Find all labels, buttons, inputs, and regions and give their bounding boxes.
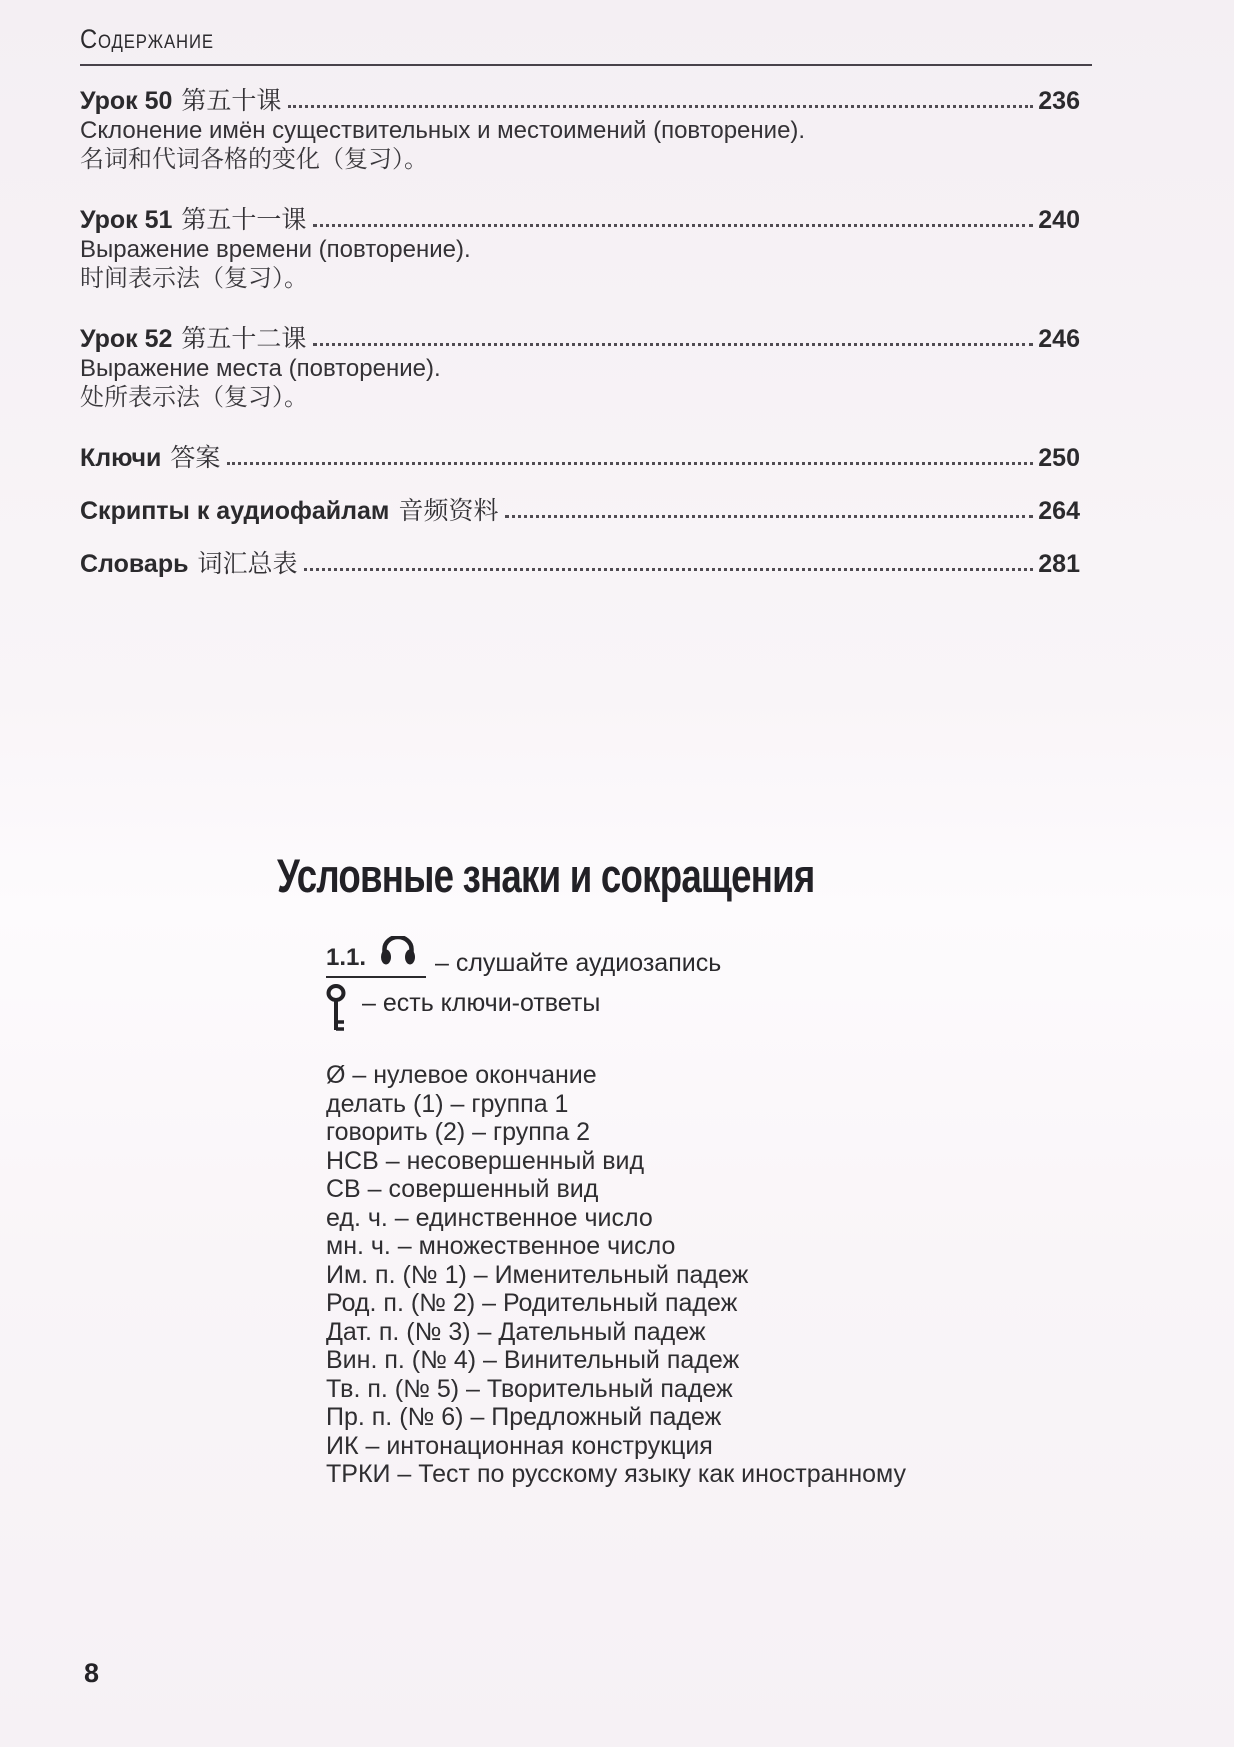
toc-entry-title: Словарь bbox=[80, 550, 189, 578]
dot-leader bbox=[505, 515, 1033, 518]
abbreviation-item: говорить (2) – группа 2 bbox=[326, 1118, 591, 1146]
toc-entry-lesson-52 bbox=[80, 324, 1080, 412]
abbreviation-item: мн. ч. – множественное число bbox=[326, 1232, 676, 1260]
dot-leader bbox=[313, 343, 1033, 346]
toc-entry-page-number: 236 bbox=[1038, 87, 1080, 115]
abbreviation-item: ТРКИ – Тест по русскому языку как иностранному bbox=[326, 1460, 907, 1488]
abbreviation-item: Тв. п. (№ 5) – Творительный падеж bbox=[326, 1374, 733, 1403]
toc-entry-title: Ключи bbox=[80, 444, 162, 472]
key-legend-row bbox=[326, 984, 1146, 1039]
toc-entry-title: Скрипты к аудиофайлам bbox=[80, 497, 390, 525]
toc-entry-title: Урок 51 bbox=[80, 206, 173, 234]
toc-entry-description-russian: Склонение имён существительных и местоимений (повторение). bbox=[80, 117, 806, 144]
toc-entry-audio-scripts bbox=[80, 496, 1080, 526]
toc-entry-title-chinese: 第五十二课 bbox=[181, 325, 307, 353]
toc-entry-page-number: 281 bbox=[1038, 550, 1080, 578]
toc-entry-dictionary bbox=[80, 549, 1080, 579]
abbreviation-item: Вин. п. (№ 4) – Винительный падеж bbox=[326, 1346, 740, 1374]
dot-leader bbox=[288, 105, 1033, 108]
toc-entry-lesson-51 bbox=[80, 205, 1080, 293]
abbreviation-item: Род. п. (№ 2) – Родительный падеж bbox=[326, 1289, 738, 1317]
dot-leader bbox=[227, 462, 1033, 465]
abbreviation-item: ед. ч. – единственное число bbox=[326, 1203, 653, 1232]
dot-leader bbox=[304, 568, 1033, 571]
toc-entry-lesson-50 bbox=[80, 86, 1080, 174]
toc-entry-page-number: 246 bbox=[1038, 325, 1080, 353]
toc-entry-description-russian: Выражение времени (повторение). bbox=[80, 236, 471, 263]
abbreviation-item: Пр. п. (№ 6) – Предложный падеж bbox=[326, 1403, 722, 1431]
headphones-icon bbox=[380, 936, 416, 970]
toc-entry-title: Урок 52 bbox=[80, 325, 173, 353]
toc-entry-title-chinese: 答案 bbox=[170, 444, 221, 472]
abbreviation-item: Дат. п. (№ 3) – Дательный падеж bbox=[326, 1317, 706, 1346]
toc-entry-title: Урок 50 bbox=[80, 87, 173, 115]
page-number: 8 bbox=[84, 1658, 100, 1688]
abbreviation-item: НСВ – несовершенный вид bbox=[326, 1146, 645, 1175]
exercise-number-label: 1.1. bbox=[326, 944, 367, 971]
toc-entry-keys bbox=[80, 443, 1080, 473]
toc-entry-description-chinese: 名词和代词各格的变化（复习）。 bbox=[80, 146, 428, 173]
toc-entry-title-chinese: 词汇总表 bbox=[197, 550, 298, 578]
audio-exercise-sample bbox=[326, 936, 426, 978]
abbreviations-list bbox=[326, 1061, 1146, 1489]
toc-entry-page-number: 240 bbox=[1038, 206, 1080, 234]
toc-row bbox=[80, 324, 1080, 354]
toc-row bbox=[80, 205, 1080, 235]
running-header bbox=[80, 24, 1092, 66]
toc-entry-title-chinese: 第五十课 bbox=[181, 87, 282, 115]
key-icon bbox=[326, 984, 350, 1039]
table-of-contents bbox=[80, 86, 1080, 602]
page-header-title: Содержание bbox=[80, 24, 214, 54]
key-legend-text: – есть ключи-ответы bbox=[362, 989, 601, 1017]
toc-row bbox=[80, 86, 1080, 116]
toc-entry-description-russian: Выражение места (повторение). bbox=[80, 355, 441, 382]
dot-leader bbox=[313, 224, 1033, 227]
abbreviation-item: делать (1) – группа 1 bbox=[326, 1089, 569, 1118]
toc-entry-description-chinese: 时间表示法（复习）。 bbox=[80, 265, 308, 292]
toc-entry-page-number: 264 bbox=[1038, 497, 1080, 525]
toc-entry-title-chinese: 音频资料 bbox=[398, 497, 499, 525]
toc-entry-description-chinese: 处所表示法（复习）。 bbox=[80, 384, 308, 411]
audio-legend-text: – слушайте аудиозапись bbox=[435, 949, 722, 977]
abbreviation-item: Ø – нулевое окончание bbox=[326, 1061, 597, 1089]
abbreviation-item: СВ – совершенный вид bbox=[326, 1175, 599, 1203]
legend-items bbox=[326, 936, 1146, 1489]
section-heading: Условные знаки и сокращения bbox=[277, 849, 815, 902]
abbreviation-item: Им. п. (№ 1) – Именительный падеж bbox=[326, 1260, 749, 1289]
abbreviation-item: ИК – интонационная конструкция bbox=[326, 1431, 713, 1460]
toc-entry-page-number: 250 bbox=[1038, 444, 1080, 472]
toc-entry-title-chinese: 第五十一课 bbox=[181, 206, 307, 234]
audio-legend-row bbox=[326, 936, 1146, 978]
